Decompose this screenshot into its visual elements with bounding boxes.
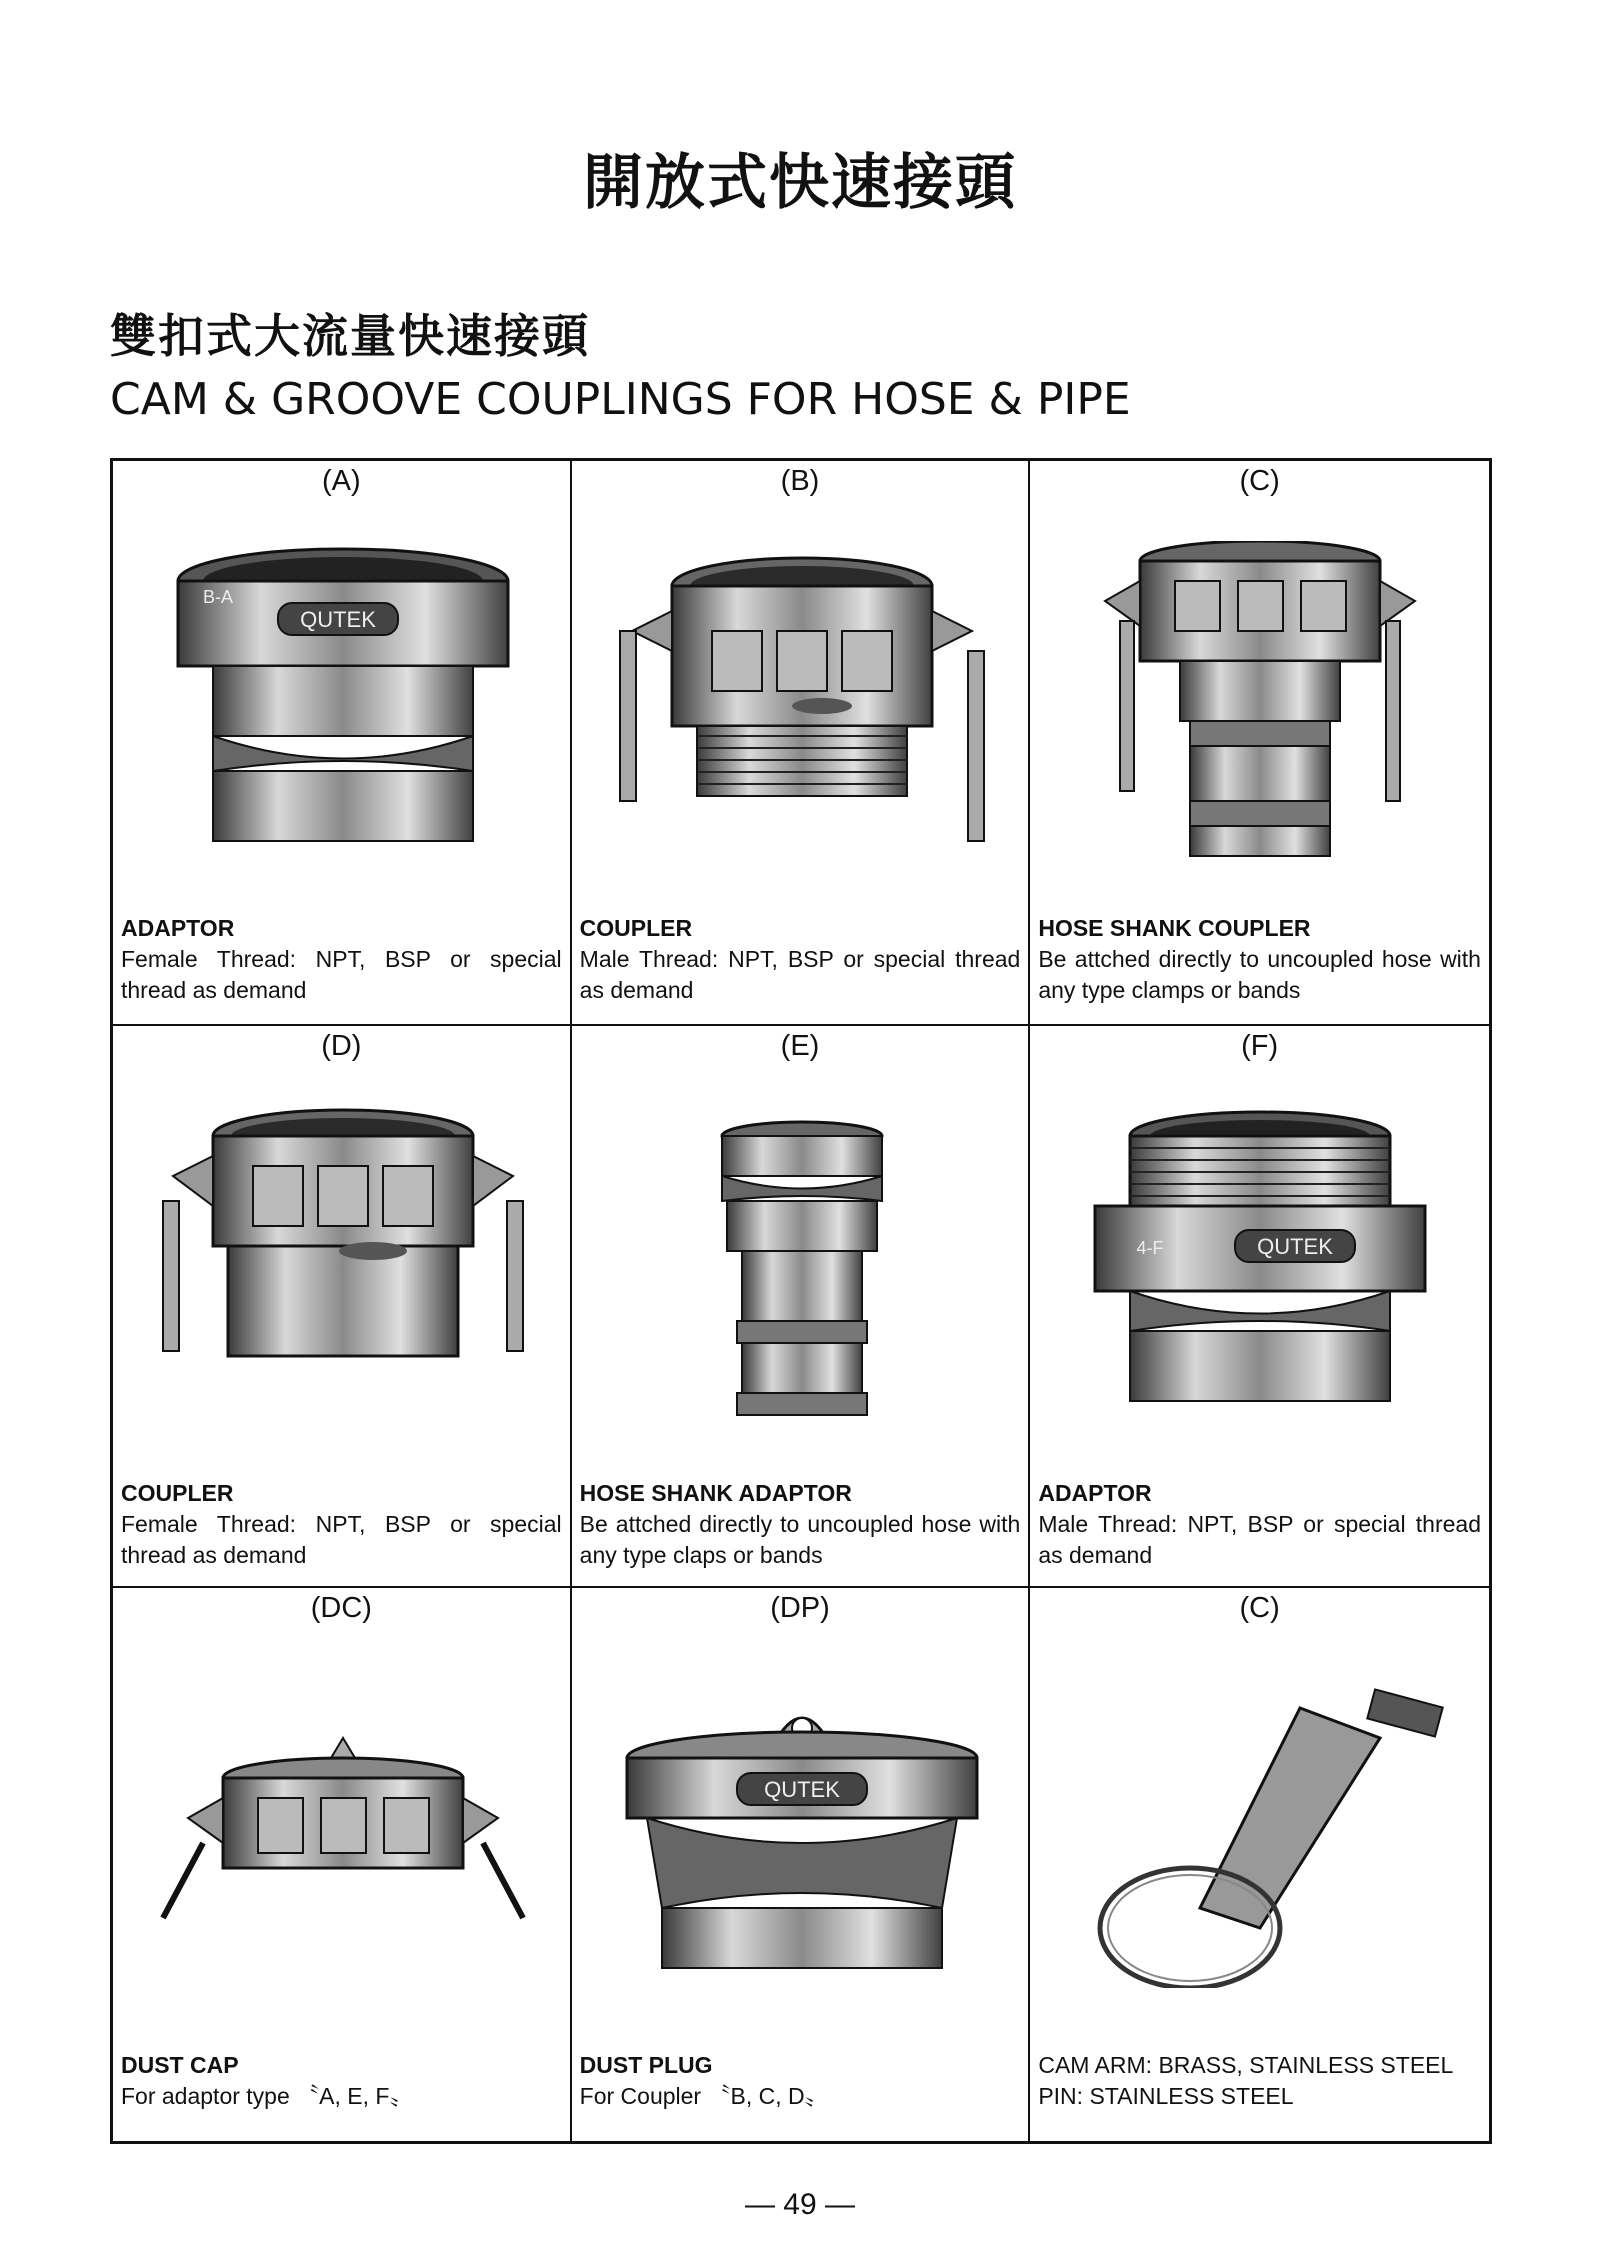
product-cell-dp — [572, 1588, 1031, 2141]
brand-logo: QUTEK — [1257, 1234, 1334, 1259]
product-description — [580, 1478, 1021, 1571]
cam-arm-image — [1060, 1668, 1460, 1988]
product-label: (C) — [1239, 1592, 1280, 1624]
section-title-zh: 雙扣式大流量快速接頭 — [110, 309, 590, 363]
product-desc: Female Thread: NPT, BSP or special thread as demand — [121, 1511, 562, 1568]
product-desc: Female Thread: NPT, BSP or special thread as demand — [121, 946, 562, 1003]
product-desc: For Coupler 〝B, C, D〟 — [579, 2083, 828, 2109]
product-desc: Be attched directly to uncoupled hose with any type clamps or bands — [1038, 946, 1481, 1003]
product-name: HOSE SHANK ADAPTOR — [579, 1480, 852, 1506]
adaptor-female-image — [143, 541, 543, 861]
product-name: DUST CAP — [121, 2052, 239, 2078]
adaptor-male-image — [1060, 1106, 1460, 1426]
product-description — [580, 913, 1021, 1006]
product-description — [1038, 913, 1481, 1006]
dust-plug-image — [602, 1668, 1002, 1988]
size-marking: B-A — [202, 587, 234, 607]
product-description — [121, 2050, 562, 2112]
product-description — [1038, 1478, 1481, 1571]
product-cell-e — [572, 1026, 1031, 1588]
product-label: (F) — [1241, 1030, 1279, 1062]
product-label: (E) — [780, 1030, 820, 1062]
product-cell-cam-arm — [1030, 1588, 1489, 2141]
product-label: (B) — [780, 465, 820, 497]
product-grid — [110, 458, 1492, 2144]
product-cell-c — [1030, 461, 1489, 1026]
product-desc: Be attched directly to uncoupled hose with any type claps or bands — [579, 1511, 1021, 1568]
product-name: DUST PLUG — [579, 2052, 713, 2078]
product-cell-f — [1030, 1026, 1489, 1588]
product-desc: For adaptor type 〝A, E, F〟 — [121, 2083, 413, 2109]
product-label: (A) — [321, 465, 361, 497]
product-cell-a — [113, 461, 572, 1026]
coupler-male-image — [602, 541, 1002, 861]
product-description — [1038, 2050, 1481, 2112]
section-title-en: CAM & GROOVE COUPLINGS FOR HOSE & PIPE — [110, 374, 1131, 425]
product-name: COUPLER — [579, 915, 693, 941]
page-title: 開放式快速接頭 — [583, 148, 1017, 218]
product-label: (C) — [1239, 465, 1280, 497]
brand-logo: QUTEK — [763, 1777, 840, 1802]
hose-shank-adaptor-image — [602, 1106, 1002, 1426]
product-description — [580, 2050, 1021, 2112]
product-name: COUPLER — [121, 1480, 234, 1506]
brand-logo: QUTEK — [300, 607, 376, 632]
coupler-female-image — [143, 1106, 543, 1426]
product-desc: CAM ARM: BRASS, STAINLESS STEEL — [1038, 2052, 1454, 2078]
product-cell-b — [572, 461, 1031, 1026]
product-desc: Male Thread: NPT, BSP or special thread as demand — [579, 946, 1021, 1003]
product-description — [121, 913, 562, 1006]
product-label: (D) — [321, 1030, 362, 1062]
product-name: ADAPTOR — [1038, 1480, 1152, 1506]
product-cell-dc — [113, 1588, 572, 2141]
hose-shank-coupler-image — [1060, 541, 1460, 861]
page-number: — 49 — — [744, 2188, 856, 2221]
product-name: ADAPTOR — [121, 915, 235, 941]
product-label: (DP) — [770, 1592, 830, 1624]
product-description — [121, 1478, 562, 1571]
product-desc-line2: PIN: STAINLESS STEEL — [1038, 2083, 1294, 2109]
product-desc: Male Thread: NPT, BSP or special thread as demand — [1038, 1511, 1481, 1568]
dust-cap-image — [143, 1668, 543, 1988]
product-name: HOSE SHANK COUPLER — [1038, 915, 1311, 941]
product-label: (DC) — [310, 1592, 372, 1624]
product-cell-d — [113, 1026, 572, 1588]
size-marking: 4-F — [1136, 1238, 1164, 1258]
